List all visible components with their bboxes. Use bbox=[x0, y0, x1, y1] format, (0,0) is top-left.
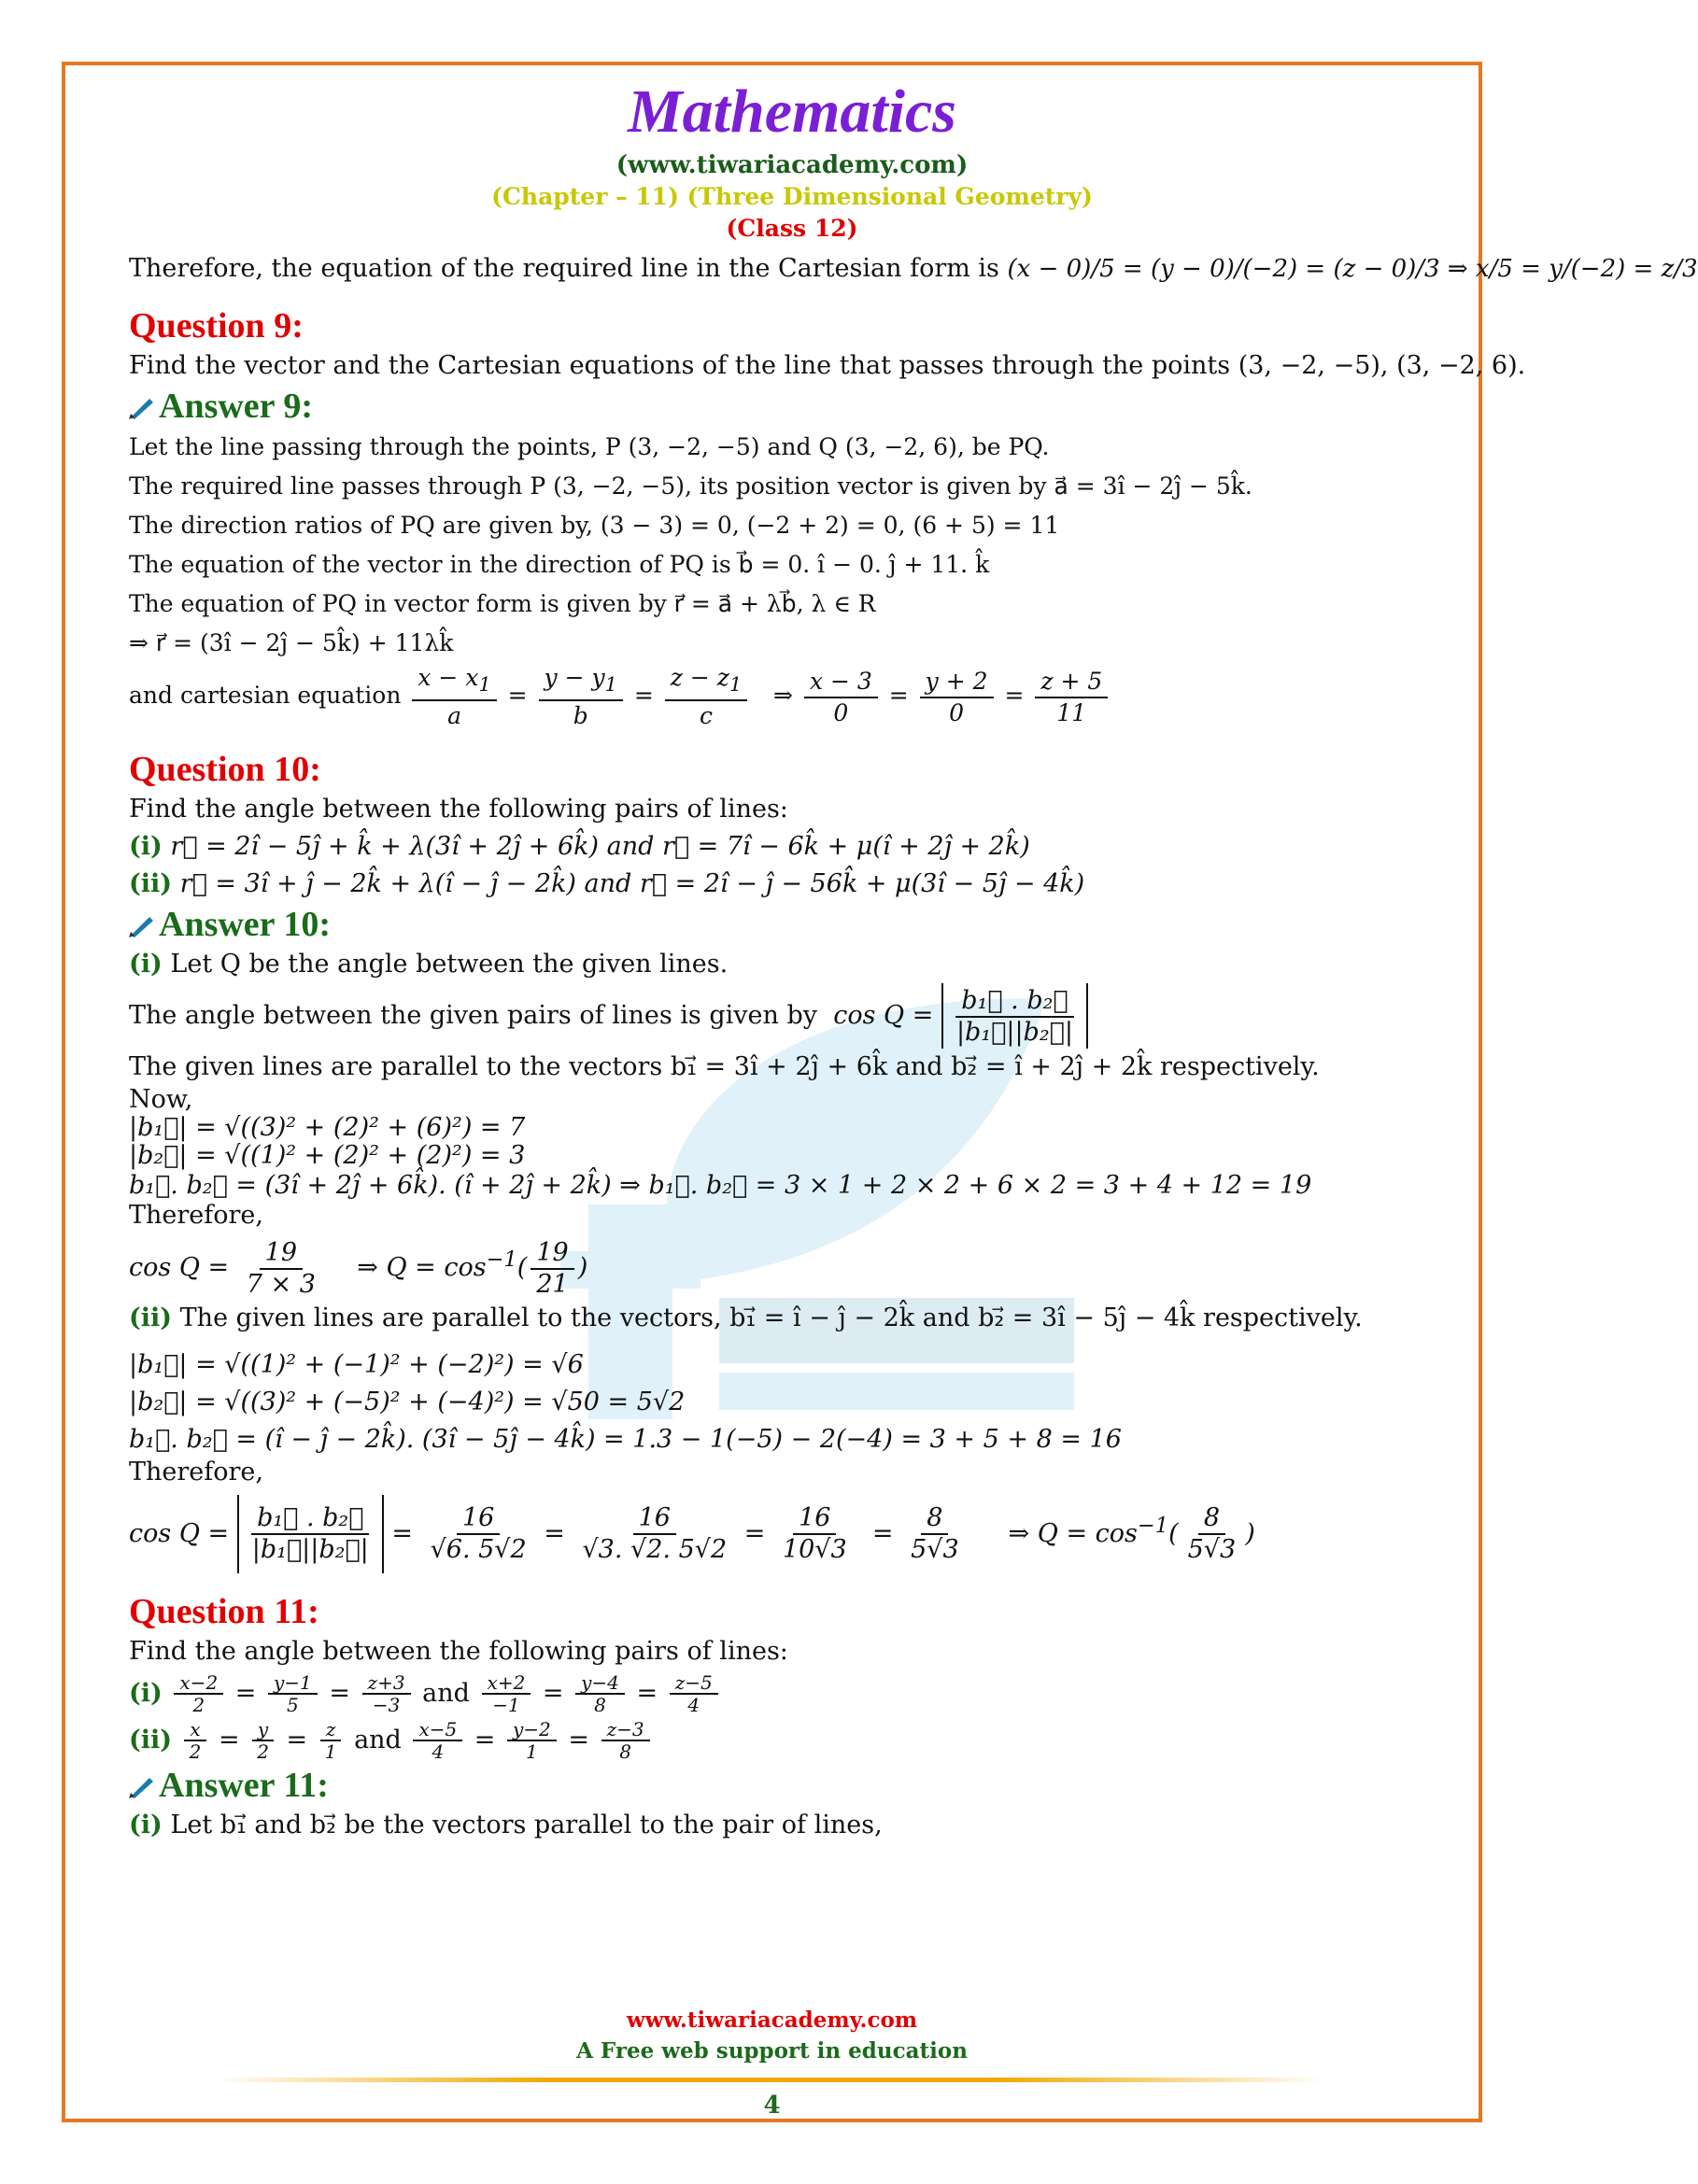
question-9-heading: Question 9: bbox=[129, 306, 304, 345]
question-10-part-ii: (ii) r⃗ = 3î + ĵ − 2k̂ + λ(î − ĵ − 2k̂) and r⃗ = 2î − ĵ − 56k̂ + μ(3î − 5ĵ − 4k̂) bbox=[129, 869, 1085, 898]
answer-10-dot: b₁⃗. b₂⃗ = (3î + 2ĵ + 6k̂). (î + 2ĵ + 2k̂) ⇒ b₁⃗. b₂⃗ = 3 × 1 + 2 × 2 + 6 × 2 = 3 + 4 + 12 = 19 bbox=[129, 1171, 1312, 1200]
answer-10-heading: Answer 10: bbox=[129, 903, 1455, 946]
header-site: (www.tiwariacademy.com) bbox=[616, 151, 969, 179]
document-title: Mathematics bbox=[627, 77, 956, 146]
answer-10-ii-dot: b₁⃗. b₂⃗ = (î − ĵ − 2k̂). (3î − 5ĵ − 4k̂) = 1.3 − 1(−5) − 2(−4) = 3 + 5 + 8 = 16 bbox=[129, 1424, 1122, 1454]
header-class: (Class 12) bbox=[726, 215, 858, 242]
header-chapter: (Chapter – 11) (Three Dimensional Geometry) bbox=[491, 183, 1093, 210]
intro-text: Therefore, the equation of the required line in the Cartesian form is bbox=[129, 254, 999, 283]
answer-10-cos-result: cos Q = $\frac{19}{7 \times 3}$ ⇒ $Q = \cos^{-1}$( $\frac{19}{21}$ ) bbox=[129, 1237, 588, 1299]
answer-9-cartesian: and cartesian equation $\frac{x - x_1}{a}$ = $\frac{y - y_1}{b}$ = $\frac{z - z_1}{c}$ ⇒ $\frac{x - 3}{0}$ = $\frac{y + 2}{0}$ = $\frac{z + 5}{11}$ bbox=[129, 663, 1455, 731]
question-9-text: Find the vector and the Cartesian equations of the line that passes through the points (3, −2, −5), (3, −2, 6). bbox=[129, 351, 1526, 380]
question-11-part-i: (i) $\frac{x-2}{2}$ = $\frac{y-1}{5}$ = $\frac{z+3}{-3}$ and $\frac{x+2}{-1}$ = $\frac{y-4}{8}$ = $\frac{z-5}{4}$ bbox=[129, 1670, 1455, 1717]
footer-tagline: A Free web support in education bbox=[576, 2038, 968, 2064]
answer-10-mod-b1: |b₁⃗| = √((3)² + (2)² + (6)²) = 7 bbox=[129, 1113, 526, 1142]
pen-icon bbox=[129, 395, 155, 419]
footer-divider bbox=[215, 2078, 1326, 2082]
answer-9-heading: Answer 9: bbox=[129, 385, 1455, 428]
answer-10-ii-parallel: (ii) The given lines are parallel to the vectors, b₁⃗ = î − ĵ − 2k̂ and b₂⃗ = 3î − 5ĵ − 4k̂ respectively. bbox=[129, 1303, 1363, 1332]
answer-10-ii-mod-b2: |b₂⃗| = √((3)² + (−5)² + (−4)²) = √50 = 5√2 bbox=[129, 1387, 686, 1416]
footer-site: www.tiwariacademy.com bbox=[626, 2008, 918, 2033]
answer-10-parallel: The given lines are parallel to the vectors b₁⃗ = 3î + 2ĵ + 6k̂ and b₂⃗ = î + 2ĵ + 2k̂ respectively. bbox=[129, 1052, 1320, 1081]
question-11-part-ii: (ii) $\frac{x}{2}$ = $\frac{y}{2}$ = $\frac{z}{1}$ and $\frac{x-5}{4}$ = $\frac{y-2}{1}$ = $\frac{z-3}{8}$ bbox=[129, 1717, 1455, 1764]
question-11-heading: Question 11: bbox=[129, 1591, 319, 1631]
pen-icon bbox=[129, 1774, 155, 1798]
answer-11-i-text: (i) Let b₁⃗ and b₂⃗ be the vectors parallel to the pair of lines, bbox=[129, 1810, 883, 1839]
answer-10-mod-b2: |b₂⃗| = √((1)² + (2)² + (2)²) = 3 bbox=[129, 1141, 526, 1170]
intro-equation: (x − 0)/5 = (y − 0)/(−2) = (z − 0)/3 ⇒ x/5 = y/(−2) = z/3 bbox=[1007, 255, 1698, 283]
question-10-text: Find the angle between the following pairs of lines: bbox=[129, 795, 788, 824]
answer-10-angle-formula: The angle between the given pairs of lines is given by cos Q = $\frac{\text{b₁⃗ . b₂⃗}}{\text{|b₁⃗||b₂⃗|}}$ bbox=[129, 983, 1455, 1049]
question-10-part-i: (i) r⃗ = 2î − 5ĵ + k̂ + λ(3î + 2ĵ + 6k̂) and r⃗ = 7î − 6k̂ + μ(î + 2ĵ + 2k̂) bbox=[129, 832, 1030, 861]
answer-9-line-3: The direction ratios of PQ are given by, (3 − 3) = 0, (−2 + 2) = 0, (6 + 5) = 11 bbox=[129, 512, 1060, 539]
pen-icon bbox=[129, 913, 155, 937]
answer-9-line-1: Let the line passing through the points, P (3, −2, −5) and Q (3, −2, 6), be PQ. bbox=[129, 433, 1050, 460]
answer-9-line-5: The equation of PQ in vector form is given by r⃗ = a⃗ + λb⃗, λ ∈ R bbox=[129, 590, 876, 617]
answer-9-line-6: ⇒ r⃗ = (3î − 2ĵ − 5k̂) + 11λk̂ bbox=[129, 629, 454, 656]
answer-10-ii-therefore: Therefore, bbox=[129, 1457, 263, 1487]
answer-10-ii-mod-b1: |b₁⃗| = √((1)² + (−1)² + (−2)²) = √6 bbox=[129, 1349, 584, 1379]
answer-9-line-4: The equation of the vector in the direction of PQ is b⃗ = 0. î − 0. ĵ + 11. k̂ bbox=[129, 551, 990, 578]
answer-10-ii-cos-result: cos Q = $\frac{\text{b₁⃗ . b₂⃗}}{\text{|b₁⃗||b₂⃗|}}$ = $\frac{16}{√6. 5√2}$ = $\frac{16}{√3. √2. 5√2}$ = $\frac{16}{10√3}$ = $\frac{8}{5√3}$ ⇒ $Q = \cos^{-1}$( $\frac{8}{5√3}$ ) bbox=[129, 1487, 1455, 1573]
intro-line bbox=[129, 250, 1698, 288]
answer-10-therefore: Therefore, bbox=[129, 1201, 263, 1230]
answer-10-i-intro: (i) Let Q be the angle between the given lines. bbox=[129, 950, 729, 979]
question-11-text: Find the angle between the following pairs of lines: bbox=[129, 1636, 788, 1666]
page-number: 4 bbox=[763, 2092, 781, 2120]
answer-11-heading: Answer 11: bbox=[129, 1764, 1455, 1807]
answer-9-line-2: The required line passes through P (3, −2, −5), its position vector is given by a⃗ = 3î − 2ĵ − 5k̂. bbox=[129, 472, 1252, 500]
answer-10-now: Now, bbox=[129, 1085, 193, 1114]
question-10-heading: Question 10: bbox=[129, 750, 321, 789]
